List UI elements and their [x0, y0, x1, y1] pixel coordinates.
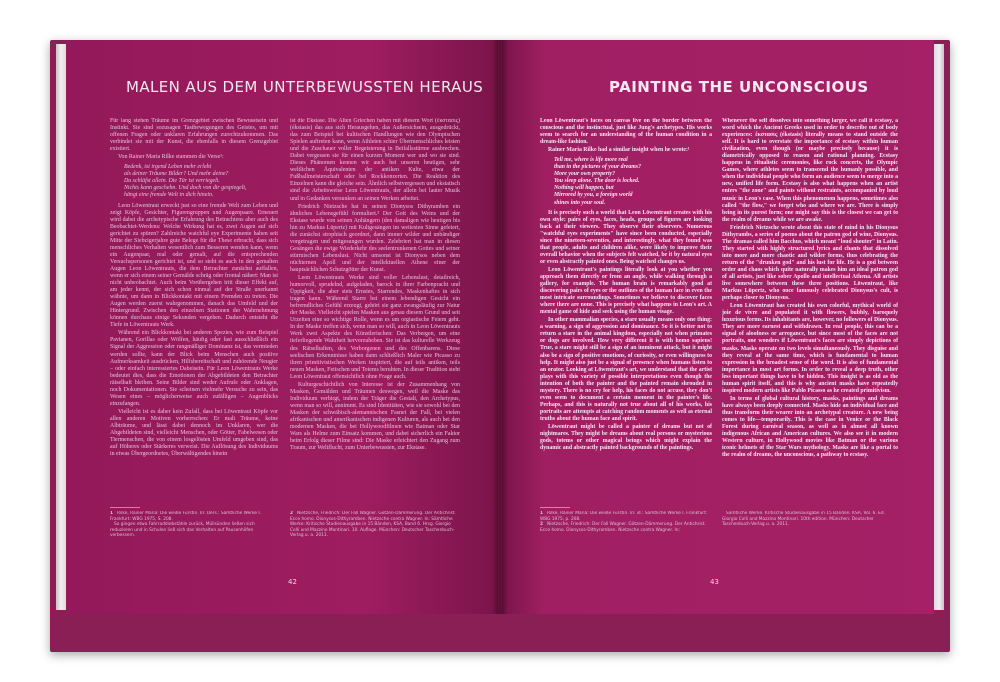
left-footnotes-col2 — [290, 511, 460, 547]
footnote: Sämtliche Werke. Kritische Studienausgabe in 15 Bänden. KSA, Vol. 6. Ed. Giorgio Colli and Mazzino Montinari. 10th edition. München: Deutscher Taschenbuch-Verlag u. a. 2011. — [722, 511, 885, 528]
verse-line: More your own property? — [554, 171, 616, 178]
paragraph: Während ein Blickkontakt bei anderen Spezies, wie zum Beispiel Pavianen, Gorillas oder Wölfen, häufig oder fast ausschließlich ein Signal der Aggression oder rangmäßiger Dominanz ist, das vermieden werden sollte, kann der Blick beim Menschen auch positive Aufmerksamkeit ausdrücken, Hilfsbereitschaft und zuhörende Neugier – oder einfach interessiertes Dabeisein. Für Leon Löwentrauts Werke bedeutet dies, dass die Emotionen der Abgebildeten den Betrachter rätselhaft bleiben. Seine Bilder sind weder Aufrufe oder Anklagen, noch Dokumentationen. Sie scheinen vielmehr Versuche zu sein, das Wesen eines – möglicherweise auch zufälligen – Augenblicks einzufangen. — [110, 330, 278, 407]
rilke-verse-english — [540, 157, 712, 206]
footnote: 2 Nietzsche, Friedrich: Der Fall Wagner. Götzen-Dämmerung. Der Antichrist. Ecce homo. Dionysos-Dithyramben. Nietzsche contra Wagner. In: — [540, 522, 706, 533]
intro-paragraph: Leon Löwentraut's faces on canvas live on the border between the conscious and the instinctual, just like Jung's archetypes. His works seem to search for an understanding of the human condition in a dream-like fashion. — [540, 118, 712, 146]
verse-line: You sleep alone. The door is locked. — [554, 178, 640, 185]
footnote-rule — [110, 507, 140, 508]
footnote: So gingen etwa Fahrraddiebstähle zurück, Müllsünden ließen sich reduzieren und in Schulen ließ sich das Verhalten auf Pausenhöfen verbessern. — [110, 522, 255, 539]
footnote-rule — [540, 507, 570, 508]
paragraph: Leon Löwentraut erweckt just so eine fremde Welt zum Leben und zeigt Köpfe, Gesichter, Figurengruppen und Augenpaare. Erneuert wird dabei die archetypische Erfahrung des Betrachtens aber auch des Beobachtet-Werdens: Welche Wirkung hat es, zwei Augen auf sich gerichtet zu spüren? Zahlreiche watchful eye Experimente haben seit Mitte der Siebzigerjahre gute Belege für die These erbracht, dass sich menschliches Verhalten wesentlich zum Besseren wenden kann, wenn ein Augenpaar, real oder gemalt, auf die entsprechenden Versuchspersonen gerichtet ist, und so steht es auch in den gemalten Augen Leon Löwentrauts, die dem Betrachter zunächst auffallen, wenn er sich einem seiner Gemälde schräg oder frontal nähert: Man ist nicht unbeobachtet. Auch beim Vorübergehen tritt dieser Effekt auf, am jeder kennt, der sich schon einmal auf der Straße unerkannt wähnte, um dann in Blickkontakt mit einem Fremden zu treten. Die Augen werden zuerst wahrgenommen, danach das Umfeld und der Hintergrund. Zwischen den einzelnen Stationen der Wahrnehmung können durchaus einige Sekunden vergehen. Dadurch entsteht die Tiefe in Löwentrauts Werk. — [110, 202, 278, 329]
paragraph: Rainer Maria Rilke had a similar insight when he wrote:¹ — [548, 147, 690, 154]
paragraph: Von Rainer Maria Rilke stammen die Verse¹: — [118, 154, 224, 161]
right-page — [502, 40, 934, 614]
verse-line: than in the pictures of your dreams? — [554, 164, 641, 171]
verse-line: als deiner Träume Bilder? Und mehr deine? — [124, 171, 229, 178]
right-page-column-1 — [540, 118, 712, 498]
right-footnotes-col2 — [722, 511, 898, 547]
left-footnotes-col1 — [110, 511, 278, 547]
right-footnotes-col1 — [540, 511, 712, 547]
verse-line: hängt eine fremde Welt in dich hinein. — [124, 192, 214, 199]
paragraph: It is precisely such a world that Leon Löwentraut creates with his own style: pairs of eyes, faces, heads, groups of figures are looking back at their viewers. They observe their observers. Numerous "watchful eyes experiments" have since been conducted, especially since the nineteen-seventies, and interestingly, what they found was that people, adults and children alike, were likely to improve their overall behavior when the subjects felt watched, be it by natural eyes or even abstractly painted ones. Being watched changes us. — [540, 209, 712, 265]
paragraph: Leon Löwentraut's paintings literally look at you whether you approach them directly or from an angle, while walking through a gallery, for example. The human brain is remarkably good at discovering pairs of eyes or the outlines of the human face in even the most intricate surroundings. Sometimes we believe to discover faces where there are none. This is precisely what happens in Leon's art. A mental game of hide and seek using the human visage. — [540, 266, 712, 316]
right-page-title: PAINTING THE UNCONSCIOUS — [609, 78, 869, 96]
open-book — [50, 40, 950, 652]
left-page-column-1 — [110, 118, 278, 498]
paragraph: ist die Ekstase. Die Alten Griechen haben mit diesem Wort (ἔκστασις) (ékstasis) das aus sich Herausgehen, das Außersichsein, ausgedrückt, das zum Beispiel bei kultischen Handlungen wie den Olympischen Spielen auftreten kann, wenn Athleten schier Übermenschliches leisten und die Zuschauer voller Begeisterung in Beifallsstürme ausbrechen. Dabei vergessen sie für einen kurzen Moment wer und wo sie sind. Dieses Phänomen kennen wir auch bei unseren heutigen, sehr weltlichen Äquivalenten der antiken Kulte, etwa der Fußballmeisterschaft oder bei Rockkonzerten. Die Reaktion des Einzelnen kann die gleiche sein. Ähnlich selbstvergessen und ekstatisch sind die Arbeitsweise Leon Löwentrauts, der allein bei lauter Musik und in Gedanken versunken an seinen Werken arbeitet. — [290, 118, 460, 202]
left-page-column-2 — [290, 118, 460, 498]
left-page — [66, 40, 498, 614]
verse-line: Nothing will happen, but — [554, 185, 614, 192]
paragraph: Leon Löwentraut has created his own colorful, mythical world of joie de vivre and populated it with flowers, bubbly, baroquely luxurious forms. Its inhabitants are, however, no followers of Dionysus. They are more earnest and withdrawn. In real people, this can be a signal of aloofness or arrogance, but since most of the faces are not portraits, one wonders if Löwentraut's faces are simply depictions of masks. Masks operate on two levels simultaneously. They disguise and they reveal at the same time, which is fundamental to human expression in the broadest sense of the word. It is also of fundamental importance in most art forms. In order to reveal a deep truth, other less important things have to be hidden. This insight is as old as the human spirit itself, and this is why ancient masks have repeatedly inspired modern artists like Pablo Picasso as he created primitivism. — [722, 303, 898, 394]
paragraph: Whenever the self dissolves into something larger, we call it ecstasy, a word which the Ancient Greeks used in order to describe out of body experiences: ἔκστασις (ékstasis) literally means to stand outside the self. It is hard to overstate the importance of ecstasy within human civilization, even though (or maybe precisely because) it is diametrically opposed to reason and rational planning. Ecstasy happens in ritualistic ceremonies, like rock concerts, the Olympic Games, where athletes seem to transcend the humanly possible, and when the individual people who form an audience seem to merge into a new, unified life form. Ecstasy is also what happens when an artist enters "the zone" and paints without restraints, accompanied by loud music in Leon's case. When this phenomenon happens, sometimes also called "the flow," we forget who and where we are. There is simply being in its purest form; one might say this is the closest we can get to the realm of dreams while we are awake. — [722, 118, 898, 223]
footnote: 1 Rilke, Rainer Maria: Die weiße Fürstin. In: id.: Sämtliche Werke I. Frankfurt: WBG 1975, p. 208. — [540, 511, 708, 522]
verse-line: Tell me, where is life more real — [554, 157, 628, 164]
paragraph: Kulturgeschichtlich von Interesse ist der Zusammenhang von Masken, Gemälden und Träumen deswegen, weil die Maske das Individuum verbirgt, indem der Träger die Gestalt, den Archetypus, wenn man so will, annimmt. Es sind Identitäten, wie sie sowohl bei den Masken der schwäbisch-alemannischen Fasnet der Fall, bei vielen afrikanischen und amerikanischen indigenen Kulturen, als auch bei den modernen Masken, die bei Hollywoodfilmen wie Batman oder Star Wars als Helme zum Einsatz kommen, und dabei sicherlich ein Faktor beim Erfolg dieser Filme sind: Die Maske erleichtert den Zugang zum Traum, zur Weltflucht, zum Unterbewussten, zur Ekstase. — [290, 381, 460, 452]
paragraph: Löwentraut might be called a painter of dreams but not of nightmares. They might be dreams about real persons or mysterious gods, totems or other magical beings which might explain the dynamic and abstractly painted backgrounds of the paintings. — [540, 423, 712, 452]
paragraph: Für lang stehen Träume im Grenzgebiet zwischen Bewusstsein und Instinkt. Sie sind sozusagen Tastbewegungen des Geistes, um mit offenen Fragen oder unklaren Erfahrungen zurechtzukommen. Das verbindet sie mit der Kunst, die ebenfalls in diesem Grenzgebiet existiert. — [110, 118, 278, 153]
right-page-column-2 — [722, 118, 898, 498]
paragraph: Leon Löwentrauts Werke sind voller Lebenslust, detailreich, humorvoll, sprudelnd, aufgeladen, barock in ihrer Farbenpracht und Üppigkeit, die aber stets Ernstes, Starrendes, Maskenhaftes in sich tragen kann. Während Starre bei einem lebendigen Gesicht ein befremdliches Gefühl erzeugt, gehört sie ganz zwangsläufig zur Natur der Maske. Vielleicht spielen Masken aus genau diesem Grund und seit Urzeiten eine so wichtige Rolle, wenn es um orgiastische Feiern geht. In der Maske treffen sich, wenn man so will, auch in Leon Löwentrauts Werk zwei Aspekte des Künstlerischen: Das Verbergen, um eine tieferliegende Wahrheit hervorzuheben. Sie ist das kulturelle Werkzeug des Rätselhaften, des Verborgenen und des Offenbarens. Diese seelischen Erkenntnisse haben dann schließlich Maler wie Picasso zu ihren primitivistischen Werken inspiriert, die auf teils antiken, teils neuen Masken, Fetischen und Totems beruhten. In dieser Tradition steht Leon Löwentraut offensichtlich ohne Frage auch. — [290, 275, 460, 380]
verse-line: Bedenk, ist irgend Leben mehr erlebt — [124, 164, 212, 171]
paragraph: Friedrich Nietzsche wrote about this state of mind in his Dionysus Dithyrambs, a series of poems about the patron god of wine, Dionysus. The dramas called him Bacchus, which meant "loud shouter" in Latin. They started with highly structured lyrics and chants that dissolved into more and more chaotic and wilder forms, thus celebrating the return of the "drunken god" and his lust for life. He is a god between order and chaos which quite naturally makes him an ideal patron god of all artists, just like sober Apollo and intellectual Athena. All artists live somewhere between these three positions. Löwentraut, like Markus Lüpertz, who once famously celebrated Dionysus's cult, is perhaps closer to Dionysus. — [722, 224, 898, 302]
footnote: 2 Nietzsche, Friedrich: Der Fall Wagner. Götzen-Dämmerung. Der Antichrist. Ecce homo. Dionysos-Dithyramben. Nietzsche contra Wagner. In: Sämtliche Werke: Kritische Studienausgabe in 15 Bänden, KSA, Band 6. Hrsg. Giorgio Colli und Mazzino Montinari. 10. Auflage. München: Deutscher Taschenbuch-Verlag u. a. 2011. — [290, 511, 456, 539]
paragraph: Friedrich Nietzsche hat in seinen Dionysos Dithyramben ein ähnliches Lebensgefühl formuliert.² Der Gott des Weins und der Ekstase wurde von seinen Anhängern (den damaligen wie heutigen bis hin zu Markus Lüpertz) mit Kultgesängen im weitesten Sinne gefeiert, die zunächst strophisch geordnet, dann immer wilder und unbändiger vorgetragen und mitgesungen wurden. Zelebriert hat man in diesen Gesängen die ewige Wiederkehr des seelentrunkenen Gottes und seiner stürmischen Lebenslust. Nicht umsonst ist Dionysos neben dem nüchternen Apoll und der intellektuellen Athene einer der hauptsächlichen Schutzgötter der Kunst. — [290, 203, 460, 273]
verse-line: shines into your soul. — [554, 199, 606, 206]
verse-line: Du schläfst allein. Die Tür ist verriegelt. — [124, 178, 220, 185]
footnote: 1 Rilke, Rainer Maria: Die weiße Fürstin. In: Ders.: Sämtliche Werke I. Frankfurt: WBG 1975, S. 208. — [110, 511, 261, 522]
verse-line: Nichts kann geschehn. Und doch von dir gespiegelt, — [124, 185, 247, 192]
verse-line: Mirrored by you, a foreign world — [554, 192, 633, 199]
page-number: 42 — [288, 578, 297, 586]
left-page-title: MALEN AUS DEM UNTERBEWUSSTEN HERAUS — [126, 78, 484, 96]
book-gutter — [492, 40, 508, 614]
paragraph: In terms of global cultural history, masks, paintings and dreams have always been deeply connected. Masks hide an individual face and thus transform their wearer into an archetypal creature. A new being comes to life—temporarily. This is the case in Venice or the Black Forest during carnival season, as well as in almost all known indigenous African and American cultures. We also see it in modern Western culture, in Hollywood movies like Batman or the various iconic helmets of the Star Wars mythology. Masks are like a portal to the realm of dreams, the unconscious, a pathway to ecstasy. — [722, 395, 898, 459]
page-number: 43 — [710, 578, 719, 586]
paragraph: In other mammalian species, a stare usually means only one thing: a warning, a sign of aggression and dominance. So it is better not to return a stare in the animal kingdom, especially not when primates or dogs are involved. How very different it is with homo sapiens! True, a stare might still be a sign of an imminent attack, but it might also be a sign of positive emotions, of curiosity, or even willingness to help. It might also just be a signal of presence when humans listen to an orator. Looking at Löwentraut's art, we understand that the artist plays with this variety of possible interpretations even though the intention of both the painter and the painted remain shrouded in mystery. There is no cry for help, his faces do not accuse, they don't even seem to document a certain moment in the painter's life. Perhaps, and this is naturally not true about all of his works, his portraits are attempts at catching random moments as well as eternal truths about the human face and spirit. — [540, 317, 712, 422]
paragraph: Vielleicht ist es daher kein Zufall, dass bei Löwentraut Köpfe vor allen anderen Motiven vorherrschen: Er malt Träume, keine Albträume, und lässt dabei dennoch im Unklaren, wer die Abgebildeten sind, vielleicht Menschen, oder Götter, Fabelwesen oder Tiermenschen, die von einem losgelösten Umfeld umgeben sind, das auf Höheres oder Stärkeres verweist. Die Auflösung des Individuums in etwas Übergeordnetes, Überwältigendes hinein — [110, 408, 278, 458]
rilke-verse-german — [110, 164, 278, 199]
